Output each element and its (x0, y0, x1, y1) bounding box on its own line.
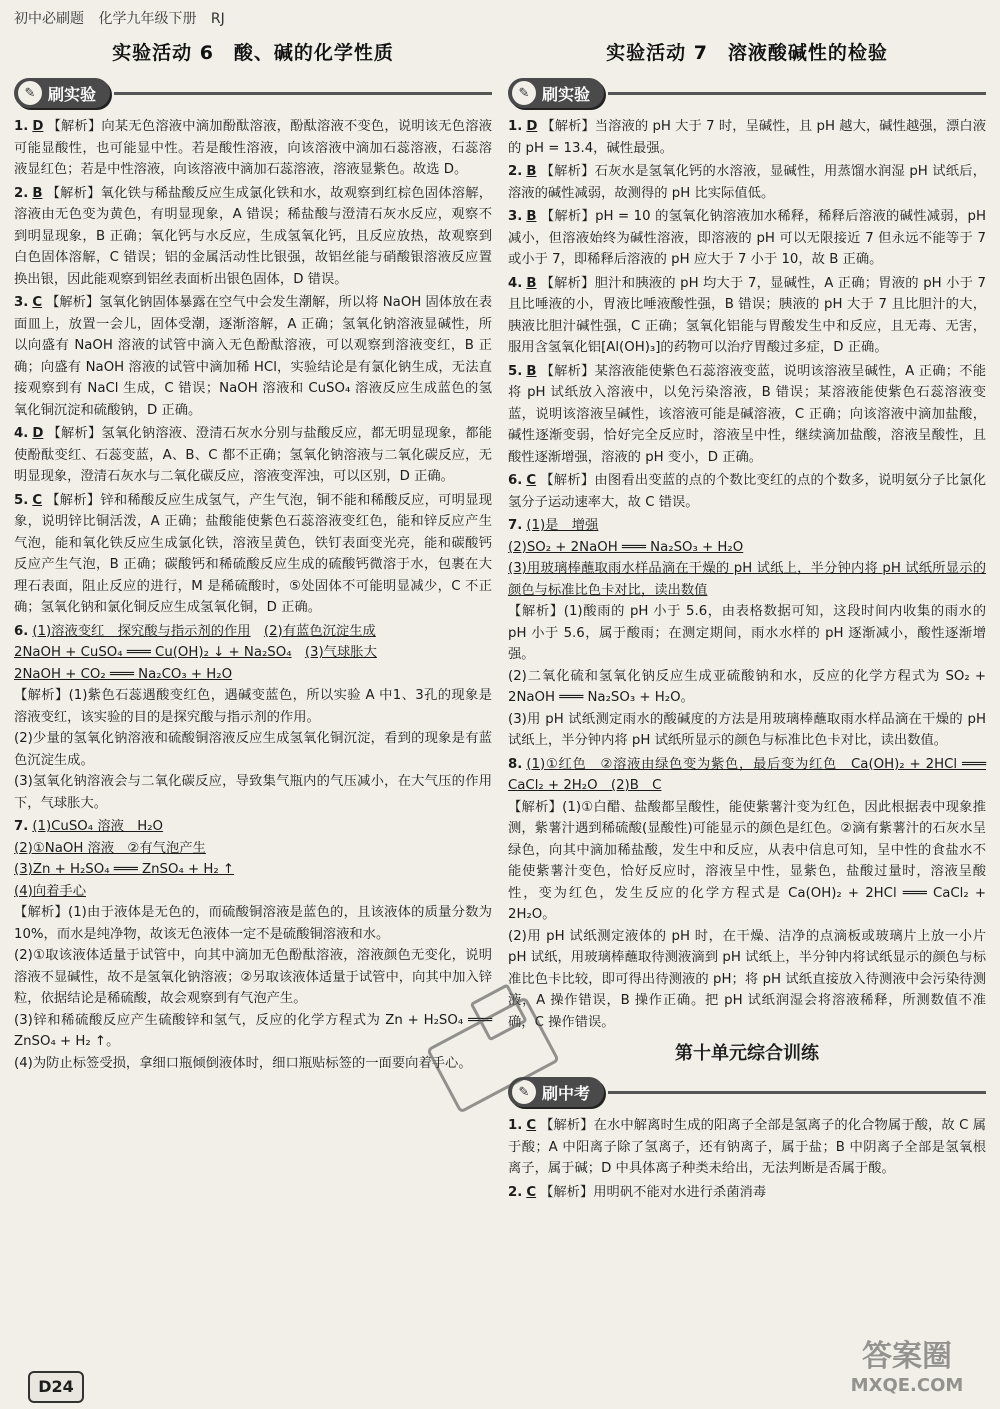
item-explanation: 【解析】由图看出变蓝的点的个数比变红的点的个数多，说明氨分子比氯化氢分子运动速率大，故 C 错误。 (508, 473, 986, 510)
item-explanation: 【解析】当溶液的 pH 大于 7 时，呈碱性，且 pH 越大，碱性越强，漂白液的 pH = 13.4，碱性最强。 (508, 119, 986, 156)
item-answer: C (32, 492, 43, 508)
item-explanation: 【解析】在水中解离时生成的阳离子全部是氢离子的化合物属于酸，故 C 属于酸；A 中阳离子除了氢离子，还有钠离子，属于盐；B 中阴离子全部是氢氧根离子，属于碱；D 中具体离子种类未给出，无法判断是否属于酸。 (508, 1118, 986, 1176)
item-answer: C (32, 295, 43, 310)
right-column (508, 30, 986, 1205)
explanation-paragraph: (3)用 pH 试纸测定雨水的酸碱度的方法是用玻璃棒蘸取雨水样品滴在干燥的 pH 试纸上，半分钟内将 pH 试纸所显示的颜色与标准比色卡对比，读出数值。 (508, 711, 986, 748)
answer-line: 2NaOH + CO₂ ═══ Na₂CO₃ + H₂O (14, 666, 233, 682)
item-number: 2. (508, 1184, 523, 1200)
badge-label: 刷中考 (542, 1083, 591, 1103)
item-answer: B (526, 209, 537, 224)
item-number: 5. (14, 492, 29, 508)
explanation-paragraph: 【解析】(1)由于液体是无色的，而硫酸铜溶液是蓝色的，且该液体的质量分数为 10%，而水是纯净物，故该无色液体一定不是硫酸铜溶液和水。 (14, 905, 492, 942)
answer-item (508, 161, 986, 204)
answer-item (508, 1115, 986, 1180)
item-number: 1. (508, 1118, 523, 1133)
item-explanation: 【解析】石灰水是氢氧化钙的水溶液，显碱性，用蒸馏水润湿 pH 试纸后，溶液的碱性减弱，故测得的 pH 比实际值低。 (508, 164, 986, 201)
answer-line: (3)Zn + H₂SO₄ ═══ ZnSO₄ + H₂ ↑ (14, 862, 235, 877)
answer-line: (3)气球胀大 (304, 645, 377, 660)
answer-line: (1)是 增强 (526, 518, 599, 533)
explanation-paragraph: (4)为防止标签受损，拿细口瓶倾倒液体时，细口瓶贴标签的一面要向着手心。 (14, 1055, 472, 1071)
answer-line: (1)溶液变红 探究酸与指示剂的作用 (32, 623, 251, 639)
watermark-logo (832, 1331, 982, 1401)
answer-item (14, 292, 492, 421)
header-edition: RJ (210, 11, 225, 27)
book-icon: ✎ (512, 81, 536, 105)
answer-item-6 (14, 621, 492, 815)
answer-item (14, 183, 492, 291)
book-icon: ✎ (18, 81, 42, 105)
right-badge-2 (508, 1075, 986, 1109)
answer-line: (2)SO₂ + 2NaOH ═══ Na₂SO₃ + H₂O (508, 539, 744, 555)
right-section-title: 实验活动 7 溶液酸碱性的检验 (606, 42, 888, 64)
item-number: 3. (508, 209, 523, 224)
answer-item (508, 116, 986, 159)
badge-pill (14, 78, 110, 108)
item-answer: B (526, 363, 537, 379)
header-brand: 初中必刷题 (14, 11, 84, 27)
left-section-title: 实验活动 6 酸、碱的化学性质 (112, 42, 394, 64)
item-answer: D (32, 426, 44, 441)
item-answer: B (32, 185, 43, 201)
explanation-paragraph: 【解析】(1)①白醋、盐酸都呈酸性，能使紫薯汁变为红色，因此根据表中现象推测，紫薯汁遇到稀硫酸(显酸性)可能显示的颜色是红色。②滴有紫薯汁的石灰水呈绿色，向其中滴加稀盐酸，发生中和反应，从表中信息可知，呈中性的食盐水不能使紫薯汁变色，恰好反应时，溶液呈中性，显紫色，盐酸过量时，溶液呈酸性，变为红色，发生反应的化学方程式是 Ca(OH)₂ + 2HCl ═══ CaCl₂ + 2H₂O。 (508, 799, 986, 922)
left-column (14, 30, 492, 1076)
left-answer-list (14, 116, 492, 1074)
right-answer-list-2 (508, 1115, 986, 1203)
answer-item-7 (14, 816, 492, 1074)
item-number: 7. (508, 518, 523, 533)
page-header (14, 6, 984, 32)
answer-item (508, 206, 986, 271)
watermark-text: 答案圈 (862, 1339, 952, 1374)
item-number: 1. (508, 119, 523, 134)
badge-divider (114, 92, 492, 95)
explanation-paragraph: (3)氢氧化钠溶液会与二氧化碳反应，导致集气瓶内的气压减小，在大气压的作用下，气球胀大。 (14, 774, 492, 811)
answer-item (508, 361, 986, 469)
item-explanation: 【解析】某溶液能使紫色石蕊溶液变蓝，说明该溶液呈碱性，A 正确；不能将 pH 试纸放入溶液中，以免污染溶液，B 错误；某溶液能使紫色石蕊溶液变蓝，说明该溶液呈碱性，该溶液可能是碱溶液，C 正确；向该溶液中滴加盐酸，碱性逐渐变弱，恰好完全反应时，溶液呈中性，继续滴加盐酸，溶液呈酸性，且酸性逐渐增强，溶液的 pH 变小，D 正确。 (508, 363, 986, 465)
badge-label: 刷实验 (542, 84, 591, 104)
item-answer: C (526, 1118, 537, 1133)
item-answer: D (32, 119, 44, 134)
item-answer: C (526, 1184, 537, 1200)
item-number: 3. (14, 295, 29, 310)
answer-line: (2)①NaOH 溶液 ②有气泡产生 (14, 840, 206, 856)
item-number: 8. (508, 756, 523, 772)
badge-pill (508, 1077, 604, 1107)
item-number: 2. (508, 164, 523, 179)
answer-item (14, 423, 492, 488)
explanation-paragraph: (2)①取该液体适量于试管中，向其中滴加无色酚酞溶液，溶液颜色无变化，说明溶液不显碱性，故不是氢氧化钠溶液；②另取该液体适量于试管中，向其中加入锌粒，依据结论是稀硫酸，故会观察到有气泡产生。 (14, 948, 492, 1006)
answer-item (14, 116, 492, 181)
item-number: 5. (508, 363, 523, 379)
answer-item-7 (508, 515, 986, 752)
explanation-paragraph: 【解析】(1)酸雨的 pH 小于 5.6，由表格数据可知，这段时间内收集的雨水的 pH 小于 5.6，属于酸雨；在测定期间，雨水水样的 pH 逐渐减小，酸性逐渐增强。 (508, 604, 986, 662)
badge-divider (608, 92, 986, 95)
left-badge (14, 76, 492, 110)
item-number: 4. (14, 426, 29, 441)
explanation-paragraph: (2)少量的氢氧化钠溶液和硫酸铜溶液反应生成氢氧化铜沉淀，看到的现象是有蓝色沉淀生成。 (14, 731, 492, 768)
answer-item (508, 470, 986, 513)
item-explanation: 【解析】胆汁和胰液的 pH 均大于 7，显碱性，A 正确；胃液的 pH 小于 7 且比唾液的小，胃液比唾液酸性强，B 错误；胰液的 pH 大于 7 且比胆汁的大，胰液比胆汁碱性强，C 正确；氢氧化铝能与胃酸发生中和反应，且无毒、无害，服用含氢氧化铝[Al(OH)₃]的药物可以治疗胃酸过多症，D 正确。 (508, 275, 986, 355)
badge-label: 刷实验 (48, 84, 97, 104)
item-explanation: 【解析】pH = 10 的氢氧化钠溶液加水稀释，稀释后溶液的碱性减弱，pH 减小，但溶液始终为碱性溶液，即溶液的 pH 可以无限接近 7 但永远不能等于 7 或小于 7，即稀释后溶液的 pH 应大于 7 小于 10，故 B 正确。 (508, 209, 986, 267)
item-explanation: 【解析】向某无色溶液中滴加酚酞溶液，酚酞溶液不变色，说明该无色溶液可能显酸性，也可能显中性。若是酸性溶液，向该溶液中滴加石蕊溶液，石蕊溶液显红色；若是中性溶液，向该溶液中滴加石蕊溶液，溶液显紫色。故选 D。 (14, 119, 492, 177)
right-answer-list (508, 116, 986, 1033)
item-answer: B (526, 275, 537, 291)
explanation-paragraph: 【解析】(1)紫色石蕊遇酸变红色，遇碱变蓝色，所以实验 A 中1、3孔的现象是溶液变红，该实验的目的是探究酸与指示剂的作用。 (14, 688, 492, 725)
item-answer: D (526, 119, 538, 134)
explanation-paragraph: (2)用 pH 试纸测定液体的 pH 时，在干燥、洁净的点滴板或玻璃片上放一小片 pH 试纸，用玻璃棒蘸取待测液滴到 pH 试纸上，半分钟内将试纸显示的颜色与标准比色卡比较，即可得出待测液的 pH；将 pH 试纸直接放入待测液中会污染待测液，A 操作错误，B 操作正确。把 pH 试纸润湿会将溶液稀释，所测数值不准确，C 操作错误。 (508, 928, 986, 1030)
answer-item-8 (508, 754, 986, 1034)
answer-item (14, 490, 492, 619)
item-number: 6. (14, 623, 29, 639)
explanation-paragraph: (2)二氧化硫和氢氧化钠反应生成亚硫酸钠和水，反应的化学方程式为 SO₂ + 2NaOH ═══ Na₂SO₃ + H₂O。 (508, 668, 986, 705)
item-number: 4. (508, 275, 523, 291)
item-explanation: 【解析】氢氧化钠固体暴露在空气中会发生潮解，所以将 NaOH 固体放在表面皿上，放置一会儿，固体受潮，逐渐溶解，A 正确；氢氧化钠溶液显碱性，所以向盛有 NaOH 溶液的试管中滴入无色酚酞溶液，可以观察到溶液变红，B 正确；向盛有 NaOH 溶液的试管中滴加稀 HCl，实验结论是有氯化钠生成，无法直接观察到有 NaCl 生成，C 错误；NaOH 溶液和 CuSO₄ 溶液反应生成蓝色的氢氧化铜沉淀和硫酸钠，D 正确。 (14, 295, 492, 418)
item-number: 6. (508, 473, 523, 488)
badge-pill (508, 78, 604, 108)
answer-line: (4)向着手心 (14, 883, 87, 899)
page-number: D24 (28, 1371, 84, 1403)
item-answer: B (526, 164, 537, 179)
answer-item (508, 273, 986, 359)
item-number: 2. (14, 185, 29, 201)
watermark-url: MXQE.COM (850, 1375, 964, 1396)
answer-item (508, 1182, 986, 1204)
answer-line: 2NaOH + CuSO₄ ═══ Cu(OH)₂ ↓ + Na₂SO₄ (14, 645, 292, 660)
item-answer: C (526, 473, 537, 488)
item-explanation: 【解析】氢氧化钠溶液、澄清石灰水分别与盐酸反应，都无明显现象，都能使酚酞变红、石蕊变蓝，A、B、C 都不正确；氢氧化钠溶液与二氧化碳反应，无明显现象，澄清石灰水与二氧化碳反应，溶液变浑浊，可以区别，D 正确。 (14, 426, 492, 484)
right-badge (508, 76, 986, 110)
item-explanation: 【解析】氧化铁与稀盐酸反应生成氯化铁和水，故观察到红棕色固体溶解，溶液由无色变为黄色，有明显现象，A 错误；稀盐酸与澄清石灰水反应，观察不到明显现象，B 正确；氧化钙与水反应，生成氢氧化钙，且反应放热，故观察到白色固体溶解，C 错误；铝的金属活动性比银强，故铝丝能与硝酸银溶液反应置换出银，因此能观察到铝丝表面析出银色固体，D 错误。 (14, 185, 492, 287)
answer-line: (1)①红色 ②溶液由绿色变为紫色，最后变为红色 Ca(OH)₂ + 2HCl ═══ CaCl₂ + 2H₂O (2)B C (508, 756, 986, 793)
item-number: 7. (14, 819, 29, 834)
book-icon: ✎ (512, 1080, 536, 1104)
item-explanation: 【解析】用明矾不能对水进行杀菌消毒 (540, 1184, 767, 1200)
unit-title: 第十单元综合训练 (675, 1043, 819, 1064)
header-subject: 化学九年级下册 (98, 11, 197, 27)
explanation-paragraph: (3)锌和稀硫酸反应产生硫酸锌和氢气，反应的化学方程式为 Zn + H₂SO₄ ═══ ZnSO₄ + H₂ ↑。 (14, 1012, 492, 1049)
item-number: 1. (14, 119, 29, 134)
badge-divider (608, 1091, 986, 1094)
answer-line: (1)CuSO₄ 溶液 H₂O (32, 819, 164, 834)
answer-line: (3)用玻璃棒蘸取雨水样品滴在干燥的 pH 试纸上，半分钟内将 pH 试纸所显示的颜色与标准比色卡对比，读出数值 (508, 561, 986, 598)
answer-line: (2)有蓝色沉淀生成 (263, 623, 376, 639)
item-explanation: 【解析】锌和稀酸反应生成氢气，产生气泡，铜不能和稀酸反应，可明显现象，说明锌比铜活泼，A 正确；盐酸能使紫色石蕊溶液变红色，能和锌反应产生气泡，能和氧化铁反应生成氯化铁，溶液呈黄色，铁钉表面变光亮，能和碳酸钙反应产生气泡，B 正确；碳酸钙和稀硫酸反应生成的硫酸钙微溶于水，包裹在大理石表面，阻止反应的进行，M 是稀硫酸时，⑤处固体不可能明显减少，C 不正确；氢氧化钠和氯化铜反应生成氢氧化铜，D 正确。 (14, 492, 492, 615)
